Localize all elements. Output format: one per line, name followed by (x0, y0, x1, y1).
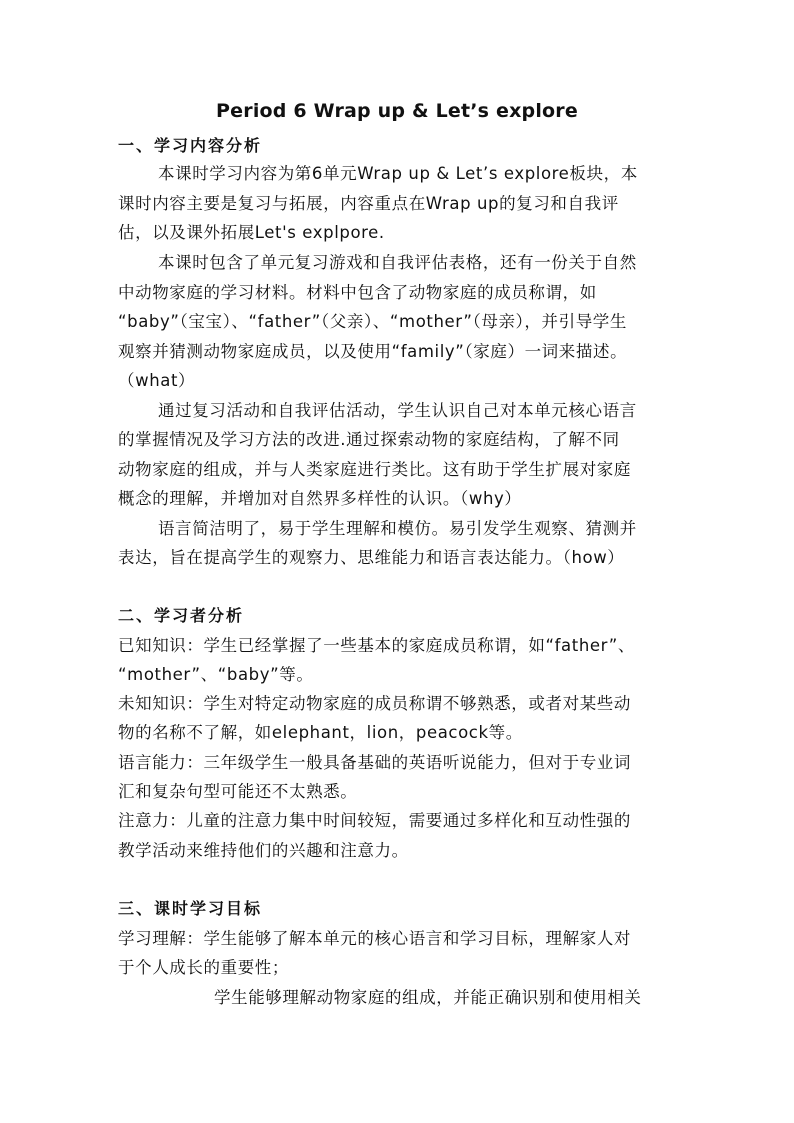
paragraph-line: “mother”、“baby”等。 (118, 665, 314, 684)
paragraph-line: 观察并猜测动物家庭成员，以及使用“family”（家庭）一词来描述。 (118, 342, 628, 361)
paragraph-line: 物的名称不了解，如elephant，lion，peacock等。 (118, 723, 523, 742)
paragraph-line: 注意力：儿童的注意力集中时间较短，需要通过多样化和互动性强的 (118, 811, 631, 830)
paragraph-line: 概念的理解，并增加对自然界多样性的认识。（why） (118, 489, 522, 508)
paragraph-line: 于个人成长的重要性； (118, 958, 289, 977)
paragraph-line: 估，以及课外拓展Let's explpore. (118, 223, 385, 242)
paragraph-line: 学生能够理解动物家庭的组成，并能正确识别和使用相关 (214, 988, 642, 1007)
paragraph-line: 的掌握情况及学习方法的改进.通过探索动物的家庭结构，了解不同 (118, 430, 620, 449)
paragraph-line: “baby”（宝宝）、“father”（父亲）、“mother”（母亲），并引导学生 (118, 312, 628, 331)
paragraph-line: 已知知识：学生已经掌握了一些基本的家庭成员称谓，如“father”、 (118, 636, 635, 655)
paragraph-line: 汇和复杂句型可能还不太熟悉。 (118, 782, 358, 801)
section-heading-content-analysis: 一、学习内容分析 (118, 136, 263, 155)
paragraph-line: 通过复习活动和自我评估活动，学生认识自己对本单元核心语言 (158, 401, 637, 420)
document-title: Period 6 Wrap up & Let’s explore (216, 100, 578, 122)
paragraph-line: 表达，旨在提高学生的观察力、思维能力和语言表达能力。（how） (118, 548, 625, 567)
paragraph-line: 学习理解：学生能够了解本单元的核心语言和学习目标，理解家人对 (118, 929, 631, 948)
paragraph-line: 教学活动来维持他们的兴趣和注意力。 (118, 841, 409, 860)
paragraph-line: 中动物家庭的学习材料。材料中包含了动物家庭的成员称谓，如 (118, 283, 597, 302)
paragraph-line: 未知知识：学生对特定动物家庭的成员称谓不够熟悉，或者对某些动 (118, 694, 631, 713)
paragraph-line: （what） (118, 371, 196, 390)
section-heading-learning-objectives: 三、课时学习目标 (118, 899, 263, 918)
paragraph-line: 语言能力：三年级学生一般具备基础的英语听说能力，但对于专业词 (118, 753, 631, 772)
paragraph-line: 本课时学习内容为第6单元Wrap up & Let’s explore板块，本 (158, 164, 638, 183)
paragraph-line: 语言简洁明了，易于学生理解和模仿。易引发学生观察、猜测并 (158, 519, 637, 538)
paragraph-line: 动物家庭的组成，并与人类家庭进行类比。这有助于学生扩展对家庭 (118, 460, 631, 479)
paragraph-line: 本课时包含了单元复习游戏和自我评估表格，还有一份关于自然 (158, 253, 637, 272)
paragraph-line: 课时内容主要是复习与拓展，内容重点在Wrap up的复习和自我评 (118, 194, 619, 213)
section-heading-learner-analysis: 二、学习者分析 (118, 606, 245, 625)
